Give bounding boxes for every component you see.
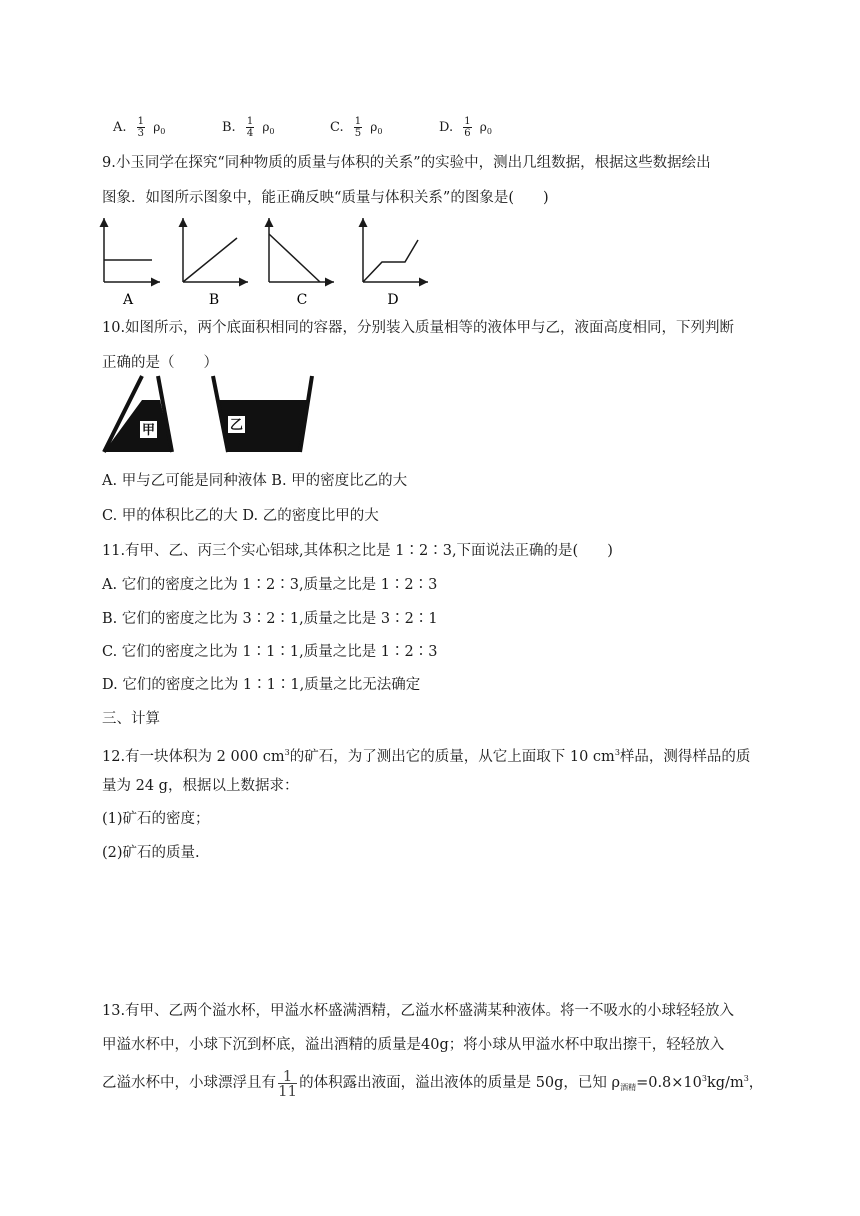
q9-stem-line1: 9.小玉同学在探究“同种物质的质量与体积的关系”的实验中，测出几组数据，根据这些数据绘出 <box>102 155 711 171</box>
q13-stem-line1: 13.有甲、乙两个溢水杯，甲溢水杯盛满酒精，乙溢水杯盛满某种液体。将一不吸水的小球轻轻放入 <box>102 1003 735 1019</box>
superscript: 3 <box>284 748 290 757</box>
rho-symbol: ρ <box>262 120 270 134</box>
rho-symbol: ρ <box>370 120 378 134</box>
section-heading: 三、计算 <box>102 711 160 727</box>
graph-c[interactable] <box>269 218 334 308</box>
q11-stem: 11.有甲、乙、丙三个实心铝球,其体积之比是 1∶2∶3,下面说法正确的是( ) <box>102 543 613 559</box>
graph-c-label: C <box>296 292 308 308</box>
q13-text-c: =0.8×10 <box>636 1075 702 1091</box>
graph-b-label: B <box>208 292 220 308</box>
q11-option-a[interactable]: A. 它们的密度之比为 1∶2∶3,质量之比是 1∶2∶3 <box>102 577 438 593</box>
superscript: 3 <box>743 1074 749 1083</box>
q13-text-e: ， <box>748 1075 764 1091</box>
rho-symbol: ρ <box>153 120 161 134</box>
q13-stem-line2: 甲溢水杯中，小球下沉到杯底，溢出酒精的质量是40g；将小球从甲溢水杯中取出擦干，轻轻放入 <box>102 1037 725 1053</box>
q13-text-b: 的体积露出液面，溢出液体的质量是 50g，已知 ρ <box>299 1075 621 1091</box>
label-yi: 乙 <box>229 418 244 433</box>
q11-option-d[interactable]: D. 它们的密度之比为 1∶1∶1,质量之比无法确定 <box>102 677 421 693</box>
option-label: C. <box>330 120 344 135</box>
q12-stem-line1 <box>102 743 750 767</box>
option-label: D. <box>439 120 454 135</box>
fraction <box>246 116 254 139</box>
q11-option-b[interactable]: B. 它们的密度之比为 3∶2∶1,质量之比是 3∶2∶1 <box>102 611 438 627</box>
denominator: 4 <box>246 128 254 139</box>
graph-a-label: A <box>122 292 134 308</box>
fraction <box>278 1066 298 1100</box>
q10-options-cd: C. 甲的体积比乙的大 D. 乙的密度比甲的大 <box>102 508 379 524</box>
q12-text-c: 样品，测得样品的质 <box>619 749 751 765</box>
q13-text-a: 乙溢水杯中，小球漂浮且有 <box>102 1075 276 1091</box>
option-label: A. <box>113 120 127 135</box>
numerator: 1 <box>278 1069 297 1084</box>
fraction <box>463 116 471 139</box>
q10-stem-line1: 10.如图所示，两个底面积相同的容器，分别装入质量相等的液体甲与乙，液面高度相同，下列判断 <box>102 320 735 336</box>
q8-options <box>113 116 533 140</box>
superscript: 3 <box>701 1074 707 1083</box>
q10-containers <box>100 372 330 462</box>
subscript: 0 <box>269 127 275 136</box>
subscript: 0 <box>486 127 492 136</box>
numerator: 1 <box>354 116 362 127</box>
q9-stem-line2: 图象．如图所示图象中，能正确反映“质量与体积关系”的图象是( ) <box>102 190 549 206</box>
q10-options-ab: A. 甲与乙可能是同种液体 B. 甲的密度比乙的大 <box>102 473 408 489</box>
q12-part2: (2)矿石的质量. <box>102 845 200 861</box>
container-yi <box>213 376 312 452</box>
subscript: 酒精 <box>620 1083 637 1092</box>
denominator: 5 <box>354 128 362 139</box>
numerator: 1 <box>246 116 254 127</box>
q8-option-c[interactable] <box>330 116 382 139</box>
q12-part1: (1)矿石的密度； <box>102 811 210 827</box>
graph-d-label: D <box>387 292 399 308</box>
graph-b[interactable] <box>183 218 248 308</box>
subscript: 0 <box>377 127 383 136</box>
q12-text-b: 的矿石，为了测出它的质量，从它上面取下 10 cm <box>289 749 615 765</box>
fraction <box>137 116 145 139</box>
numerator: 1 <box>137 116 145 127</box>
q12-text-a: 12.有一块体积为 2 000 cm <box>102 749 285 765</box>
graph-a[interactable] <box>104 218 160 308</box>
q8-option-d[interactable] <box>439 116 492 139</box>
fraction <box>354 116 362 139</box>
q8-option-a[interactable] <box>113 116 165 139</box>
subscript: 0 <box>160 127 166 136</box>
superscript: 3 <box>614 748 620 757</box>
numerator: 1 <box>464 116 471 127</box>
q8-option-b[interactable] <box>222 116 275 139</box>
q13-text-d: kg/m <box>706 1075 744 1091</box>
q9-graphs <box>96 212 436 308</box>
option-label: B. <box>222 120 236 135</box>
denominator: 11 <box>278 1081 298 1100</box>
denominator: 6 <box>464 128 471 139</box>
graph-d[interactable] <box>363 218 428 308</box>
label-jia: 甲 <box>141 423 156 438</box>
denominator: 3 <box>137 128 145 139</box>
rho-symbol: ρ <box>479 120 487 134</box>
q11-option-c[interactable]: C. 它们的密度之比为 1∶1∶1,质量之比是 1∶2∶3 <box>102 644 438 660</box>
q10-stem-line2: 正确的是（ ） <box>102 355 218 371</box>
q13-stem-line3 <box>102 1066 763 1101</box>
q12-stem-line2: 量为 24 g，根据以上数据求： <box>102 778 299 794</box>
container-jia <box>104 376 172 452</box>
